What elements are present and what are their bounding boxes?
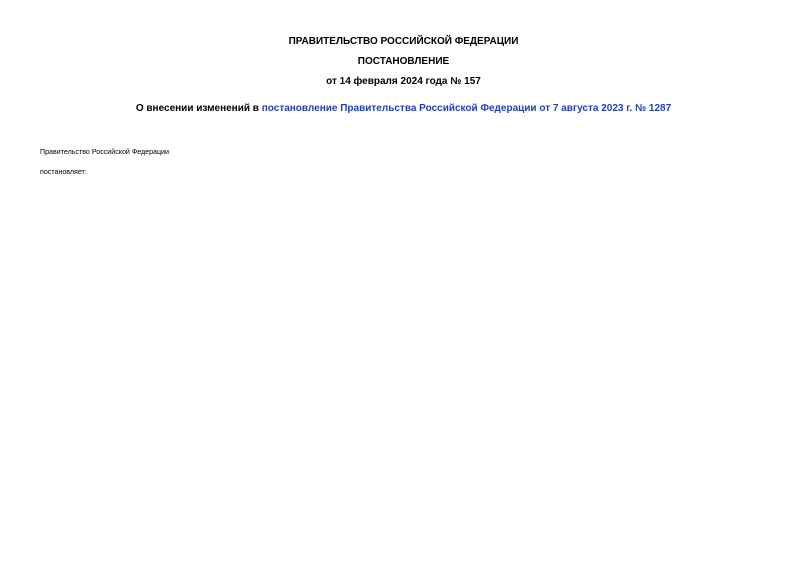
date-number-heading: от 14 февраля 2024 года № 157 bbox=[326, 76, 481, 87]
title-decree-link[interactable]: постановление Правительства Российской Федерации от 7 августа 2023 г. № 1287 bbox=[261, 103, 672, 114]
title-prefix: О внесении изменений в bbox=[135, 103, 262, 114]
government-heading: ПРАВИТЕЛЬСТВО РОССИЙСКОЙ ФЕДЕРАЦИИ bbox=[288, 36, 519, 47]
decrees-paragraph: постановляет: bbox=[40, 168, 87, 176]
document-type-heading: ПОСТАНОВЛЕНИЕ bbox=[357, 56, 450, 67]
issuer-paragraph: Правительство Российской Федерации bbox=[40, 148, 169, 156]
document-title bbox=[0, 103, 807, 115]
